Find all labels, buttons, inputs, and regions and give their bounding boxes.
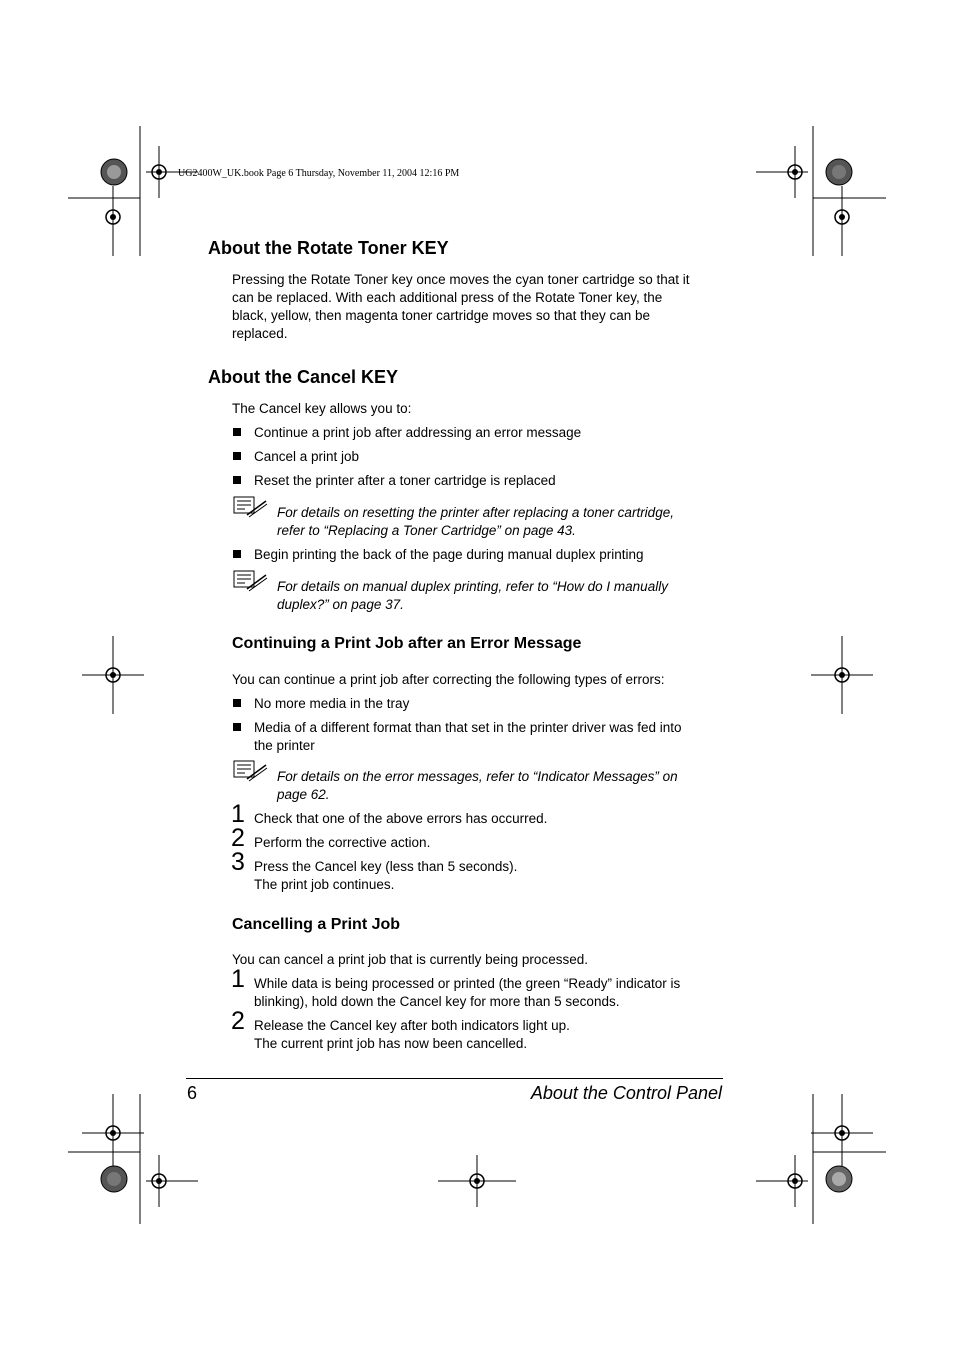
step-number: 1 xyxy=(231,965,245,993)
continuing-intro: You can continue a print job after correcting the following types of errors: xyxy=(232,672,665,687)
note-error-messages xyxy=(277,768,727,804)
step-number: 1 xyxy=(231,800,245,828)
step-number: 3 xyxy=(231,848,245,876)
note-pencil-icon xyxy=(233,569,269,593)
step-text xyxy=(254,975,724,1011)
note-pencil-icon xyxy=(233,759,269,783)
section-title: About the Control Panel xyxy=(530,1083,722,1103)
text-line: page 62. xyxy=(277,787,330,802)
heading-rotate-toner: About the Rotate Toner KEY xyxy=(208,238,449,258)
list-item: Begin printing the back of the page during manual duplex printing xyxy=(254,547,644,562)
list-item: Reset the printer after a toner cartridge is replaced xyxy=(254,473,556,488)
cancelling-intro: You can cancel a print job that is currently being processed. xyxy=(232,952,588,967)
rotate-paragraph xyxy=(232,271,732,343)
note-reset-printer xyxy=(277,504,727,540)
step-number: 2 xyxy=(231,1007,245,1035)
text-line: black, yellow, then magenta toner cartridge moves so that they can be xyxy=(232,308,650,323)
text-line: replaced. xyxy=(232,326,288,341)
cancel-intro: The Cancel key allows you to: xyxy=(232,401,412,416)
step-text: Check that one of the above errors has occurred. xyxy=(254,811,548,826)
list-item: Continue a print job after addressing an error message xyxy=(254,425,582,440)
text-line: Press the Cancel key (less than 5 seconds). xyxy=(254,859,518,874)
bullet-icon xyxy=(233,452,241,460)
note-manual-duplex xyxy=(277,578,727,614)
text-line: The print job continues. xyxy=(254,877,395,892)
text-line: Media of a different format than that set in the printer driver was fed into xyxy=(254,720,682,735)
step-text: Perform the corrective action. xyxy=(254,835,431,850)
text-line: While data is being processed or printed (the green “Ready” indicator is xyxy=(254,976,681,991)
text-line: can be replaced. With each additional press of the Rotate Toner key, the xyxy=(232,290,663,305)
text-line: the printer xyxy=(254,738,315,753)
list-item xyxy=(254,719,724,755)
text-line: Pressing the Rotate Toner key once moves the cyan toner cartridge so that it xyxy=(232,272,690,287)
list-item: No more media in the tray xyxy=(254,696,410,711)
heading-cancelling-print-job: Cancelling a Print Job xyxy=(232,916,401,933)
bullet-icon xyxy=(233,699,241,707)
bullet-icon xyxy=(233,428,241,436)
bullet-icon xyxy=(233,550,241,558)
text-line: refer to “Replacing a Toner Cartridge” on page 43. xyxy=(277,523,576,538)
note-pencil-icon xyxy=(233,495,269,519)
text-line: duplex?” on page 37. xyxy=(277,597,404,612)
page-number: 6 xyxy=(187,1083,198,1103)
text-line: blinking), hold down the Cancel key for more than 5 seconds. xyxy=(254,994,620,1009)
text-line: For details on the error messages, refer to “Indicator Messages” on xyxy=(277,769,678,784)
heading-cancel-key: About the Cancel KEY xyxy=(208,367,399,387)
footer-rule xyxy=(186,1078,723,1079)
list-item: Cancel a print job xyxy=(254,449,360,464)
file-meta: UG2400W_UK.book Page 6 Thursday, November 11, 2004 12:16 PM xyxy=(178,168,460,179)
text-line: Release the Cancel key after both indicators light up. xyxy=(254,1018,570,1033)
text-line: For details on manual duplex printing, refer to “How do I manually xyxy=(277,579,668,594)
step-number: 2 xyxy=(231,824,245,852)
bullet-icon xyxy=(233,476,241,484)
text-line: For details on resetting the printer after replacing a toner cartridge, xyxy=(277,505,674,520)
step-text xyxy=(254,858,724,894)
heading-continuing-print-job: Continuing a Print Job after an Error Message xyxy=(232,635,582,652)
step-text xyxy=(254,1017,724,1053)
text-line: The current print job has now been cancelled. xyxy=(254,1036,528,1051)
bullet-icon xyxy=(233,723,241,731)
